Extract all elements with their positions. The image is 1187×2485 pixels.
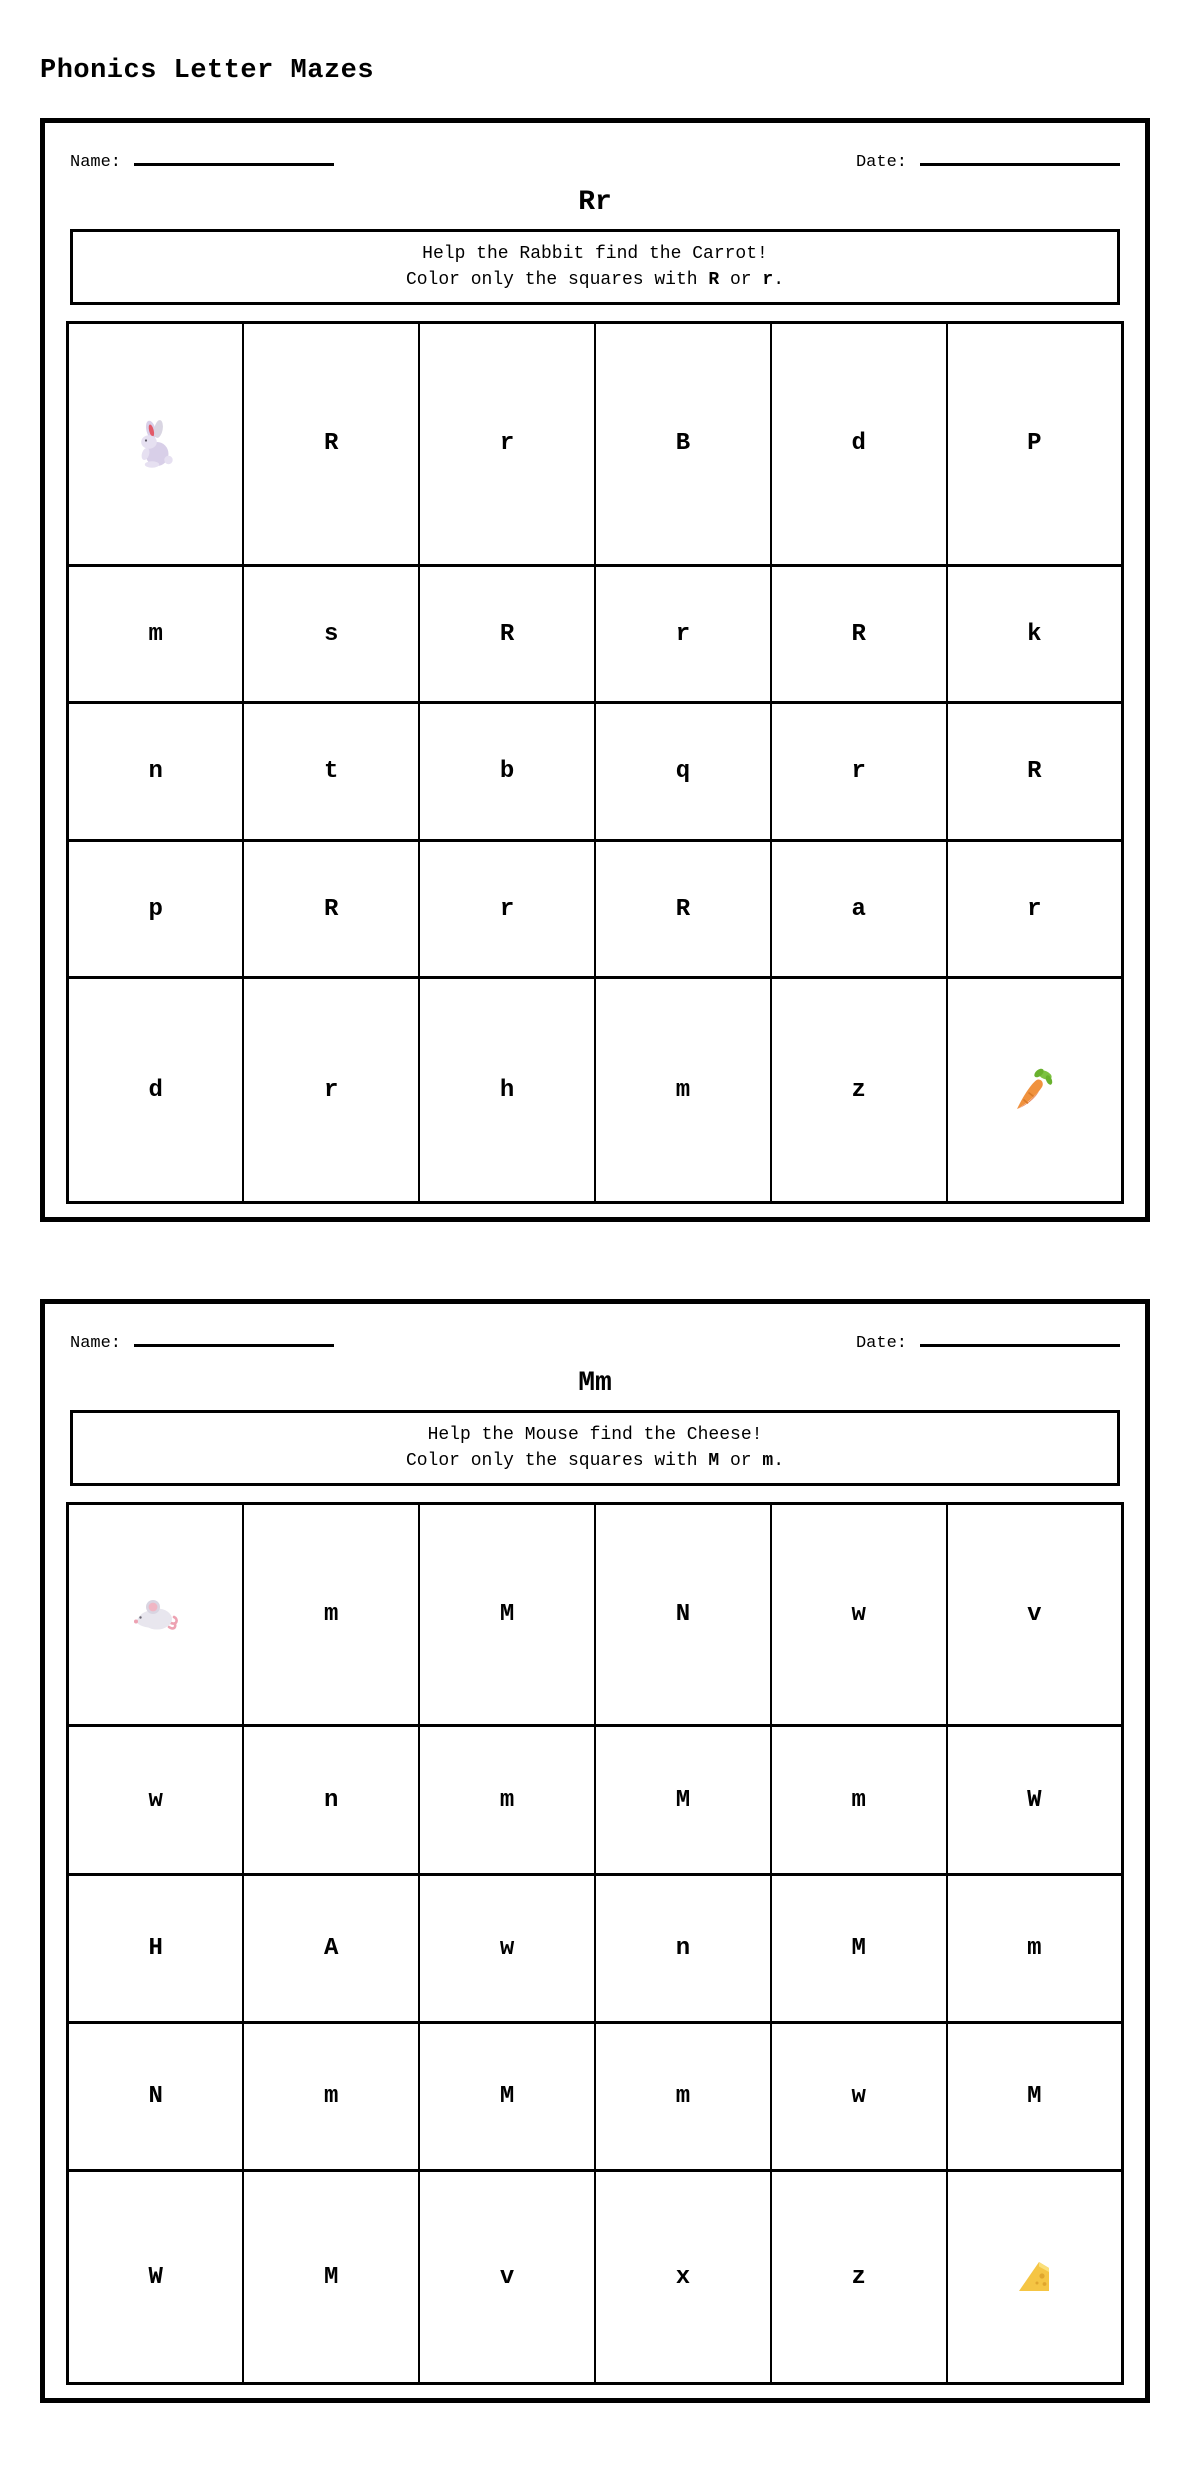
name-label: Name: — [70, 1334, 122, 1353]
name-fill-line — [134, 149, 334, 166]
letter-cell: d — [68, 978, 244, 1203]
letter-cell: m — [419, 1726, 595, 1874]
date-fill-line — [920, 149, 1120, 166]
carrot-cell — [947, 978, 1123, 1203]
letter-grid — [66, 1502, 1124, 2385]
mouse-cell — [68, 1504, 244, 1726]
letter-cell: q — [595, 703, 771, 841]
letter-cell: H — [68, 1874, 244, 2022]
worksheet-header — [70, 1330, 1120, 1354]
mouse-icon — [132, 1594, 180, 1636]
letter-cell: N — [68, 2023, 244, 2171]
grid-row — [68, 703, 1123, 841]
letter-cell: z — [771, 978, 947, 1203]
instruction-box — [70, 229, 1120, 305]
grid-row — [68, 1504, 1123, 1726]
letter-cell: m — [68, 565, 244, 703]
letter-cell: m — [595, 2023, 771, 2171]
letter-cell: p — [68, 840, 244, 978]
target-letter: r — [762, 270, 774, 290]
letter-cell: v — [947, 1504, 1123, 1726]
cheese-icon — [1014, 2257, 1054, 2297]
grid-row — [68, 323, 1123, 566]
date-label: Date: — [855, 1334, 907, 1353]
instruction-line-1: Help the Rabbit find the Carrot! — [422, 244, 768, 264]
letter-cell: M — [419, 1504, 595, 1726]
grid-row — [68, 840, 1123, 978]
letter-cell: r — [419, 323, 595, 566]
letter-cell: m — [771, 1726, 947, 1874]
letter-cell: s — [243, 565, 419, 703]
letter-cell: a — [771, 840, 947, 978]
letter-cell: M — [771, 1874, 947, 2022]
instruction-line-2 — [73, 267, 1117, 293]
letter-cell: r — [243, 978, 419, 1203]
letter-cell: t — [243, 703, 419, 841]
instruction-text: Color only the squares with — [405, 270, 709, 290]
letter-cell: r — [947, 840, 1123, 978]
worksheet — [40, 118, 1150, 1222]
worksheet — [40, 1299, 1150, 2403]
letter-cell: w — [419, 1874, 595, 2022]
page-title: Phonics Letter Mazes — [40, 56, 375, 86]
letter-cell: m — [243, 2023, 419, 2171]
name-field — [70, 149, 334, 173]
date-field — [856, 149, 1120, 173]
worksheet-title: Rr — [578, 187, 612, 218]
instruction-text: . — [773, 270, 785, 290]
date-label: Date: — [855, 153, 907, 172]
letter-cell: R — [595, 840, 771, 978]
name-fill-line — [134, 1330, 334, 1347]
target-letter: m — [762, 1451, 774, 1471]
letter-cell: M — [243, 2171, 419, 2384]
instruction-text: Color only the squares with — [405, 1451, 709, 1471]
worksheet-title: Mm — [578, 1368, 612, 1399]
instruction-line-1: Help the Mouse find the Cheese! — [427, 1425, 763, 1445]
letter-cell: w — [68, 1726, 244, 1874]
letter-cell: k — [947, 565, 1123, 703]
grid-row — [68, 1874, 1123, 2022]
letter-cell: m — [947, 1874, 1123, 2022]
letter-cell: n — [243, 1726, 419, 1874]
worksheet-header — [70, 149, 1120, 173]
letter-cell: m — [243, 1504, 419, 1726]
letter-cell: w — [771, 1504, 947, 1726]
rabbit-icon — [133, 419, 179, 469]
letter-grid — [66, 321, 1124, 1204]
letter-cell: r — [771, 703, 947, 841]
name-field — [70, 1330, 334, 1354]
letter-cell: r — [419, 840, 595, 978]
date-field — [856, 1330, 1120, 1354]
letter-cell: n — [68, 703, 244, 841]
letter-cell: P — [947, 323, 1123, 566]
instruction-text: . — [773, 1451, 785, 1471]
letter-cell: z — [771, 2171, 947, 2384]
grid-row — [68, 2171, 1123, 2384]
letter-cell: M — [947, 2023, 1123, 2171]
cheese-cell — [947, 2171, 1123, 2384]
letter-cell: W — [68, 2171, 244, 2384]
name-label: Name: — [70, 153, 122, 172]
letter-cell: W — [947, 1726, 1123, 1874]
letter-cell: R — [947, 703, 1123, 841]
letter-cell: B — [595, 323, 771, 566]
letter-cell: M — [419, 2023, 595, 2171]
letter-cell: R — [419, 565, 595, 703]
letter-cell: m — [595, 978, 771, 1203]
letter-cell: d — [771, 323, 947, 566]
target-letter: R — [708, 270, 720, 290]
letter-cell: b — [419, 703, 595, 841]
letter-cell: A — [243, 1874, 419, 2022]
letter-cell: n — [595, 1874, 771, 2022]
letter-grid-body — [68, 1504, 1123, 2384]
carrot-icon — [1012, 1067, 1056, 1113]
letter-cell: w — [771, 2023, 947, 2171]
letter-cell: R — [771, 565, 947, 703]
letter-cell: x — [595, 2171, 771, 2384]
letter-grid-body — [68, 323, 1123, 1203]
letter-cell: h — [419, 978, 595, 1203]
instruction-text: or — [719, 1451, 763, 1471]
letter-cell: r — [595, 565, 771, 703]
letter-cell: R — [243, 840, 419, 978]
target-letter: M — [708, 1451, 720, 1471]
grid-row — [68, 2023, 1123, 2171]
date-fill-line — [920, 1330, 1120, 1347]
letter-cell: v — [419, 2171, 595, 2384]
letter-cell: N — [595, 1504, 771, 1726]
rabbit-cell — [68, 323, 244, 566]
letter-cell: M — [595, 1726, 771, 1874]
grid-row — [68, 565, 1123, 703]
grid-row — [68, 1726, 1123, 1874]
instruction-box — [70, 1410, 1120, 1486]
grid-row — [68, 978, 1123, 1203]
letter-cell: R — [243, 323, 419, 566]
instruction-line-2 — [73, 1448, 1117, 1474]
worksheets — [40, 118, 1150, 2403]
instruction-text: or — [719, 270, 763, 290]
